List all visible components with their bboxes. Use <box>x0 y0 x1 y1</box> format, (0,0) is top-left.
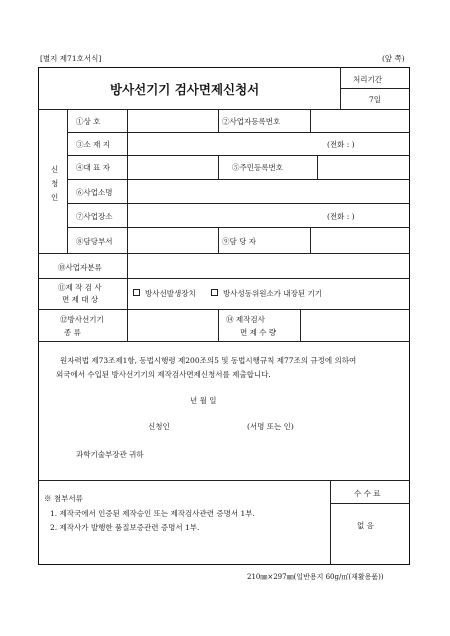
fee-divider-v <box>330 480 331 565</box>
company-name-label: ①상 호 <box>76 117 101 126</box>
row-line-7 <box>38 278 410 279</box>
row-line-2 <box>67 155 410 156</box>
device-type-field[interactable] <box>129 311 216 339</box>
title-bottom-line <box>38 109 410 110</box>
fee-value: 없 음 <box>357 521 374 530</box>
attachment-item-1: 1. 제작국에서 인증된 제작승인 또는 제작검사관련 증명서 1부. <box>50 509 255 518</box>
mid-divider-6b <box>310 227 311 253</box>
page-side-label: (앞 쪽) <box>382 54 405 63</box>
exempt-target-label-2: 면 제 대 상 <box>62 295 99 304</box>
person-in-charge-label: ⑨담 당 자 <box>222 237 257 246</box>
business-registration-label: ②사업자등록번호 <box>222 117 281 126</box>
isotope-device-checkbox[interactable] <box>211 289 218 296</box>
attachments-title: ※ 첨부서류 <box>44 494 83 503</box>
row-line-8 <box>38 309 410 310</box>
office-name-field[interactable] <box>129 181 408 201</box>
fee-label: 수 수 료 <box>354 489 381 498</box>
address-label: ③소 재 지 <box>76 140 111 149</box>
workplace-field[interactable] <box>129 205 319 225</box>
company-name-field[interactable] <box>129 111 216 130</box>
recipient: 과학기술부장관 귀하 <box>76 450 144 459</box>
device-divider-2 <box>218 309 219 341</box>
fee-divider-h <box>330 503 410 504</box>
resident-number-field[interactable] <box>319 157 408 177</box>
radiation-generator-checkbox[interactable] <box>133 289 140 296</box>
processing-period-label: 처리기간 <box>353 75 382 84</box>
row-line-1 <box>67 132 410 133</box>
mid-divider-3b <box>317 155 318 179</box>
applicant-char-1: 신 <box>51 165 59 174</box>
attachment-item-2: 2. 제작사가 발행한 품질보증관련 증명서 1부. <box>50 523 200 532</box>
row-line-6 <box>38 253 410 254</box>
exempt-quantity-field[interactable] <box>302 311 408 339</box>
row-line-10 <box>38 480 410 481</box>
department-label: ⑧담당부서 <box>76 237 113 246</box>
row-line-3 <box>67 179 410 180</box>
mid-divider-1a <box>218 109 219 132</box>
signature-hint: (서명 또는 인) <box>247 422 294 431</box>
department-field[interactable] <box>129 229 216 251</box>
exempt-divider <box>127 278 128 309</box>
biz-type-divider <box>127 253 128 278</box>
business-type-label: ⑩사업자분류 <box>58 263 102 272</box>
representative-label: ④대 표 자 <box>76 163 111 172</box>
exempt-target-label-1: ⑪제 작 검 사 <box>58 283 102 292</box>
workplace-label: ⑦사업장소 <box>76 212 113 221</box>
device-divider-3 <box>300 309 301 341</box>
representative-field[interactable] <box>129 157 216 177</box>
address-field[interactable] <box>129 134 319 153</box>
form-title: 방사선기기 검사면제신청서 <box>110 82 260 97</box>
person-in-charge-field[interactable] <box>312 229 408 251</box>
device-type-label-1: ⑫방사선기기 <box>60 315 104 324</box>
row-line-5 <box>67 227 410 228</box>
applicant-group-label <box>51 163 58 205</box>
form-reference: [별지 제71호서식] <box>40 54 102 63</box>
address-phone: (전화 : ) <box>327 140 355 149</box>
mid-divider-6a <box>218 227 219 253</box>
applicant-char-3: 인 <box>51 193 59 202</box>
statement-line-2: 외국에서 수입된 방사선기기의 제작검사면제신청서를 제출합니다. <box>56 370 271 379</box>
applicant-sign-label: 신청인 <box>148 422 170 431</box>
business-type-field[interactable] <box>129 255 408 276</box>
statement-line-1: 원자력법 제73조제1항, 동법시행령 제200조의5 및 동법시행규칙 제77조의 규정에 의하여 <box>60 356 357 365</box>
mid-divider-1b <box>310 109 311 132</box>
mid-divider-3a <box>218 155 219 179</box>
office-name-label: ⑥사업소명 <box>76 188 113 197</box>
device-divider-1 <box>127 309 128 341</box>
resident-number-label: ⑤주민등록번호 <box>232 163 283 172</box>
row-line-9 <box>38 341 410 342</box>
exempt-quantity-label-2: 면 제 수 량 <box>240 328 277 337</box>
isotope-device-option: 방사성동위원소가 내장된 기기 <box>223 289 322 298</box>
processing-period-value: 7일 <box>369 95 382 104</box>
exempt-quantity-label-1: ⑭ 제작검사 <box>226 315 265 324</box>
applicant-char-2: 청 <box>51 179 59 188</box>
processing-divider <box>340 88 410 89</box>
row-line-4 <box>67 203 410 204</box>
device-type-label-2: 종 류 <box>64 328 81 337</box>
paper-spec-footer: 210㎜×297㎜(일반용지 60g/㎡(재활용품)) <box>247 573 384 581</box>
applicant-group-divider <box>67 109 68 253</box>
date-line: 년 월 일 <box>190 396 217 405</box>
applicant-sign-field[interactable] <box>182 416 240 432</box>
workplace-phone: (전화 : ) <box>327 212 355 221</box>
label-column-divider <box>127 109 128 253</box>
radiation-generator-option: 방사선발생장치 <box>145 289 196 298</box>
business-registration-field[interactable] <box>312 111 408 130</box>
